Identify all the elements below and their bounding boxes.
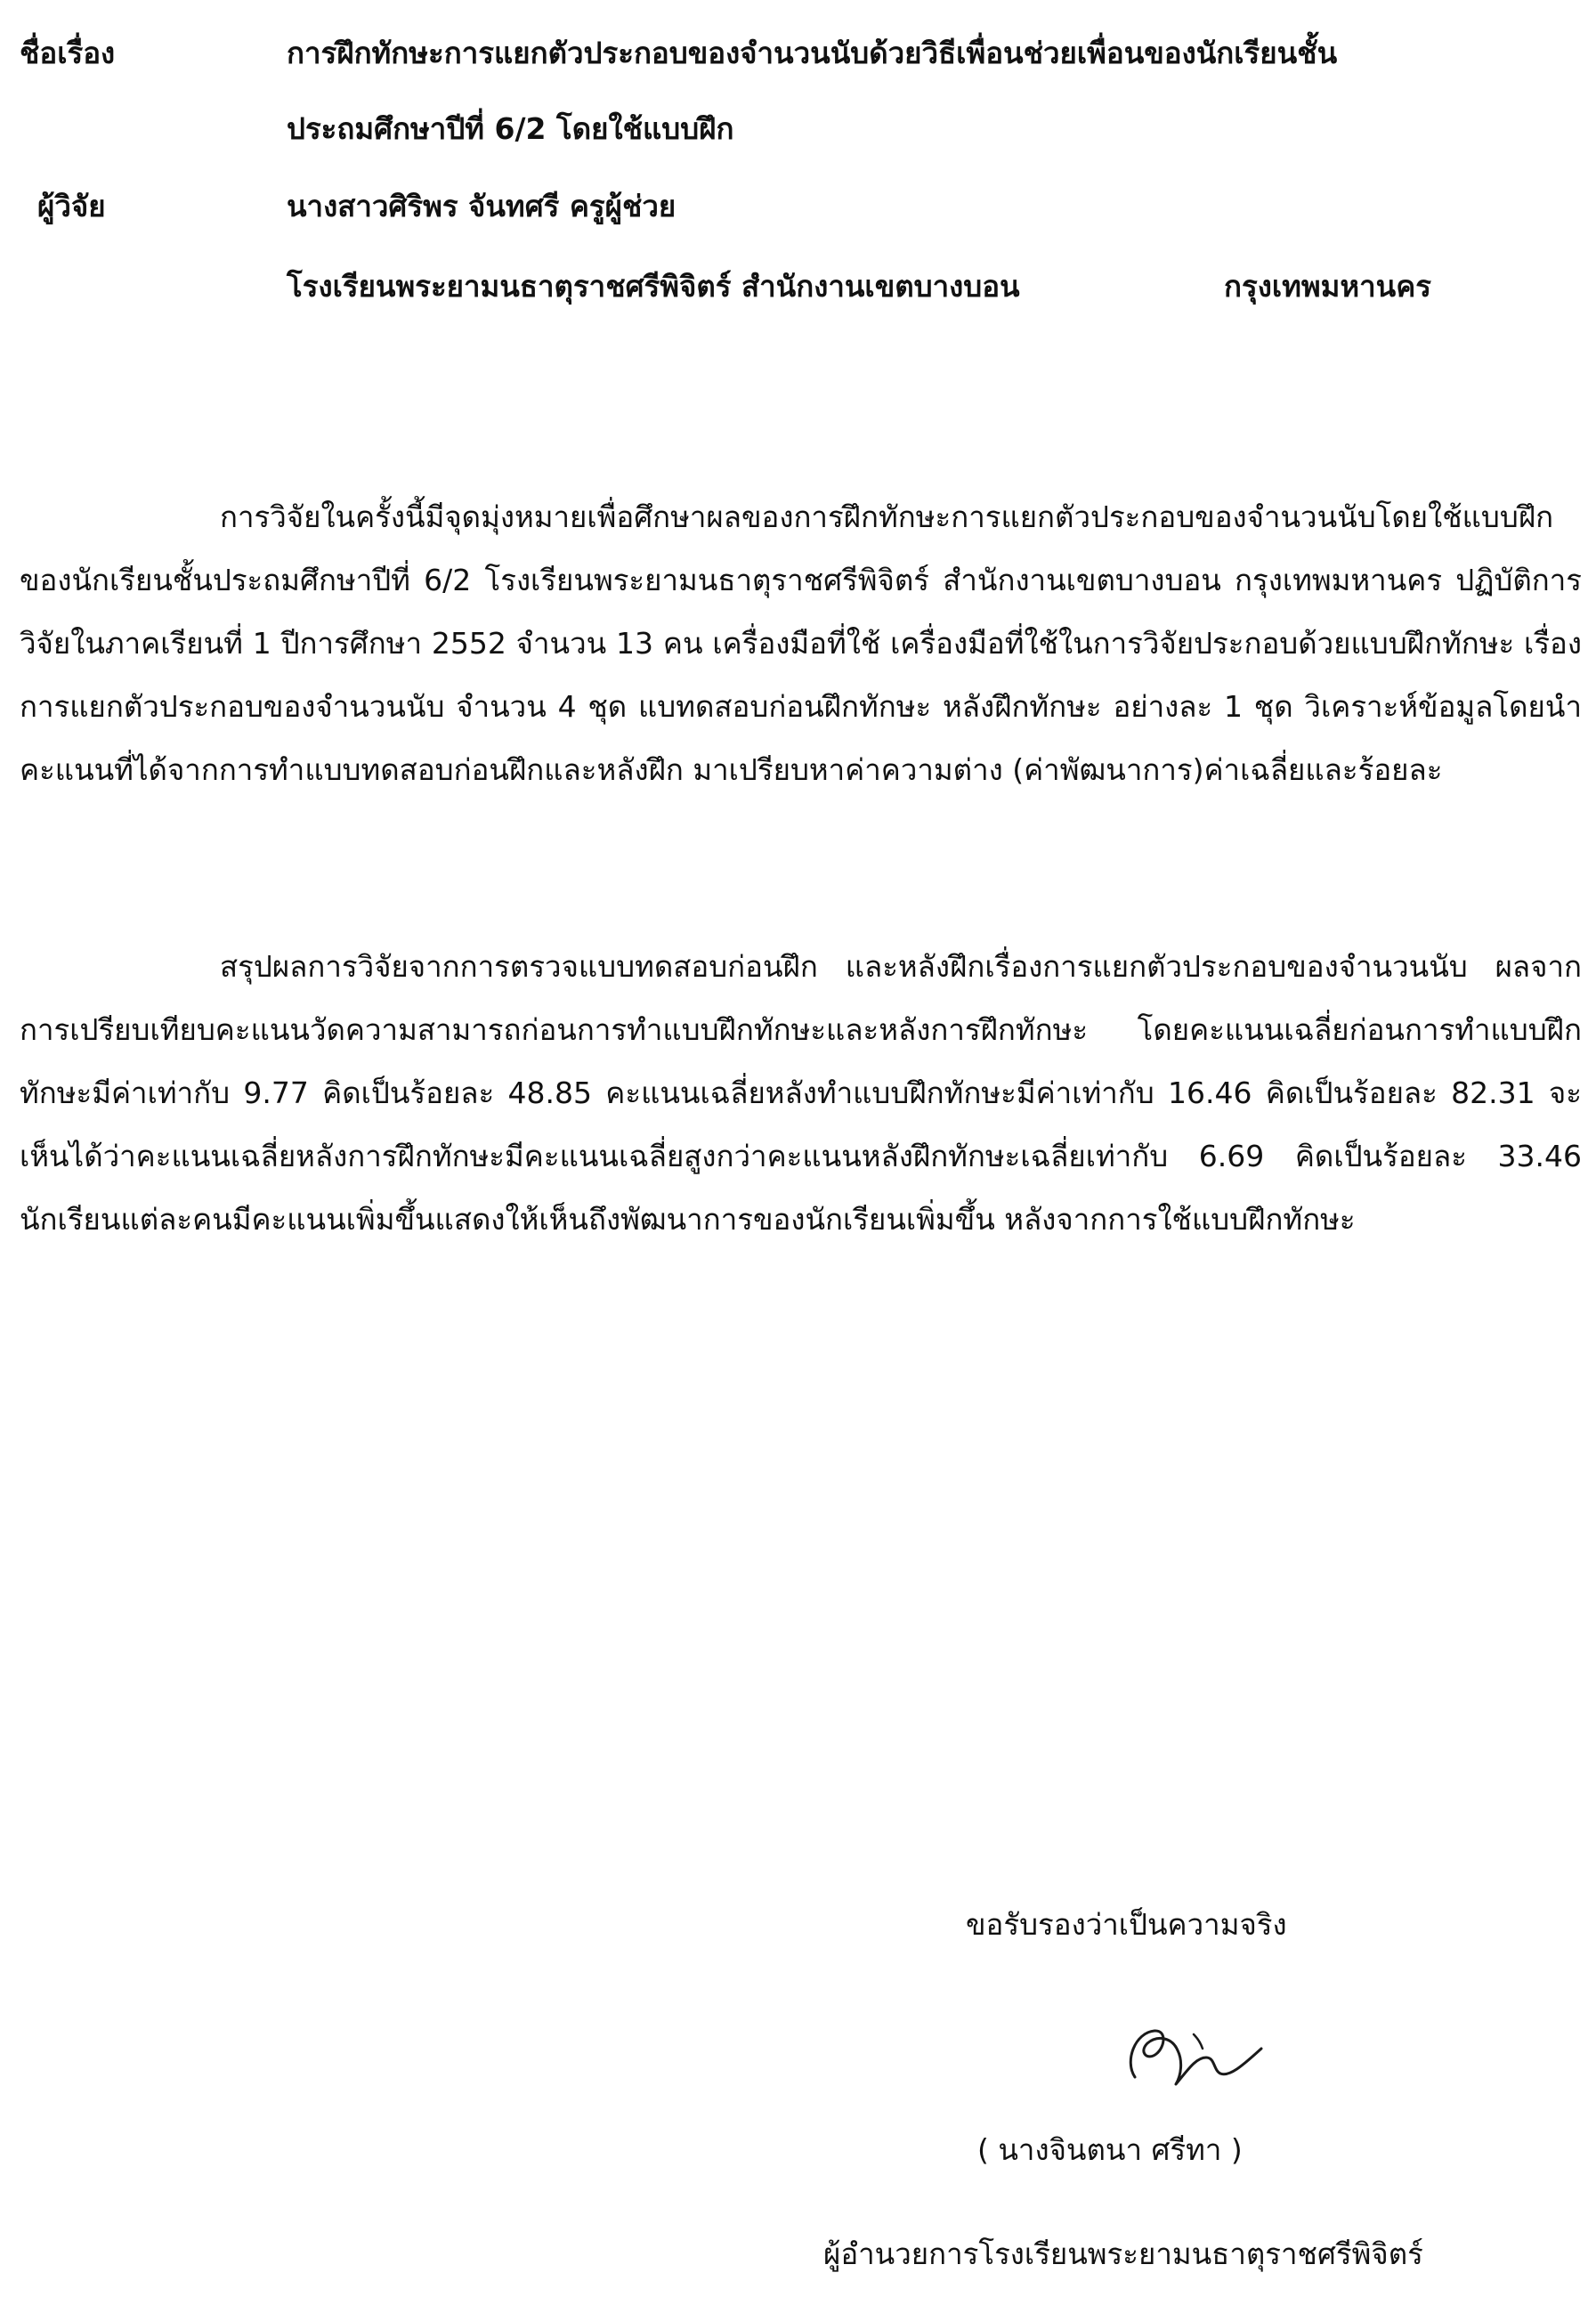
abstract-paragraph-2: สรุปผลการวิจัยจากการตรวจแบบทดสอบก่อนฝึก และหลังฝึกเรื่องการแยกตัวประกอบของจำนวนนับ ผลจากการเปรียบเทียบคะแนนวัดความสามารถก่อนการทำแบบฝึกทักษะและหลังการฝึกทักษะ โดยคะแนนเฉลี่ยก่อนการทำแบบฝึกทักษะมีค่าเท่ากับ 9.77 คิดเป็นร้อยละ 48.85 คะแนนเฉลี่ยหลังทำแบบฝึกทักษะมีค่าเท่ากับ 16.46 คิดเป็นร้อยละ 82.31 จะเห็นได้ว่าคะแนนเฉลี่ยหลังการฝึกทักษะมีคะแนนเฉลี่ยสูงกว่าคะแนนหลังฝึกทักษะเฉลี่ยเท่ากับ 6.69 คิดเป็นร้อยละ 33.46 นักเรียนแต่ละคนมีคะแนนเพิ่มขึ้นแสดงให้เห็นถึงพัฒนาการของนักเรียนเพิ่มขึ้น หลังจากการใช้แบบฝึกทักษะ <box>20 949 1582 1237</box>
title-label: ชื่อเรื่อง <box>20 36 116 70</box>
certification-statement: ขอรับรองว่าเป็นความจริง <box>966 1907 1287 1942</box>
abstract-paragraph-1: การวิจัยในครั้งนี้มีจุดมุ่งหมายเพื่อศึกษาผลของการฝึกทักษะการแยกตัวประกอบของจำนวนนับโดยใช้แบบฝึกของนักเรียนชั้นประถมศึกษาปีที่ 6/2 โรงเรียนพระยามนธาตุราชศรีพิจิตร์ สำนักงานเขตบางบอน กรุงเทพมหานคร ปฏิบัติการวิจัยในภาคเรียนที่ 1 ปีการศึกษา 2552 จำนวน 13 คน เครื่องมือที่ใช้ เครื่องมือที่ใช้ในการวิจัยประกอบด้วยแบบฝึกทักษะ เรื่องการแยกตัวประกอบของจำนวนนับ จำนวน 4 ชุด แบทดสอบก่อนฝึกทักษะ หลังฝึกทักษะ อย่างละ 1 ชุด วิเคราะห์ข้อมูลโดยนำคะแนนที่ได้จากการทำแบบทดสอบก่อนฝึกและหลังฝึก มาเปรียบหาค่าความต่าง (ค่าพัฒนาการ)ค่าเฉลี่ยและร้อยละ <box>20 499 1582 787</box>
research-title-line-1: การฝึกทักษะการแยกตัวประกอบของจำนวนนับด้วยวิธีเพื่อนช่วยเพื่อนของนักเรียนชั้น <box>287 36 1338 70</box>
city-name: กรุงเทพมหานคร <box>1224 269 1431 304</box>
research-title-line-2: ประถมศึกษาปีที่ 6/2 โดยใช้แบบฝึก <box>287 111 734 146</box>
researcher-name: นางสาวศิริพร จันทศรี ครูผู้ช่วย <box>287 189 676 223</box>
researcher-label: ผู้วิจัย <box>37 189 106 223</box>
signer-title: ผู้อำนวยการโรงเรียนพระยามนธาตุราชศรีพิจิตร์ <box>823 2236 1423 2271</box>
school-name: โรงเรียนพระยามนธาตุราชศรีพิจิตร์ สำนักงานเขตบางบอน <box>287 269 1020 304</box>
handwritten-signature <box>1108 2008 1268 2106</box>
signer-name: ( นางจินตนา ศรีทา ) <box>977 2132 1243 2167</box>
